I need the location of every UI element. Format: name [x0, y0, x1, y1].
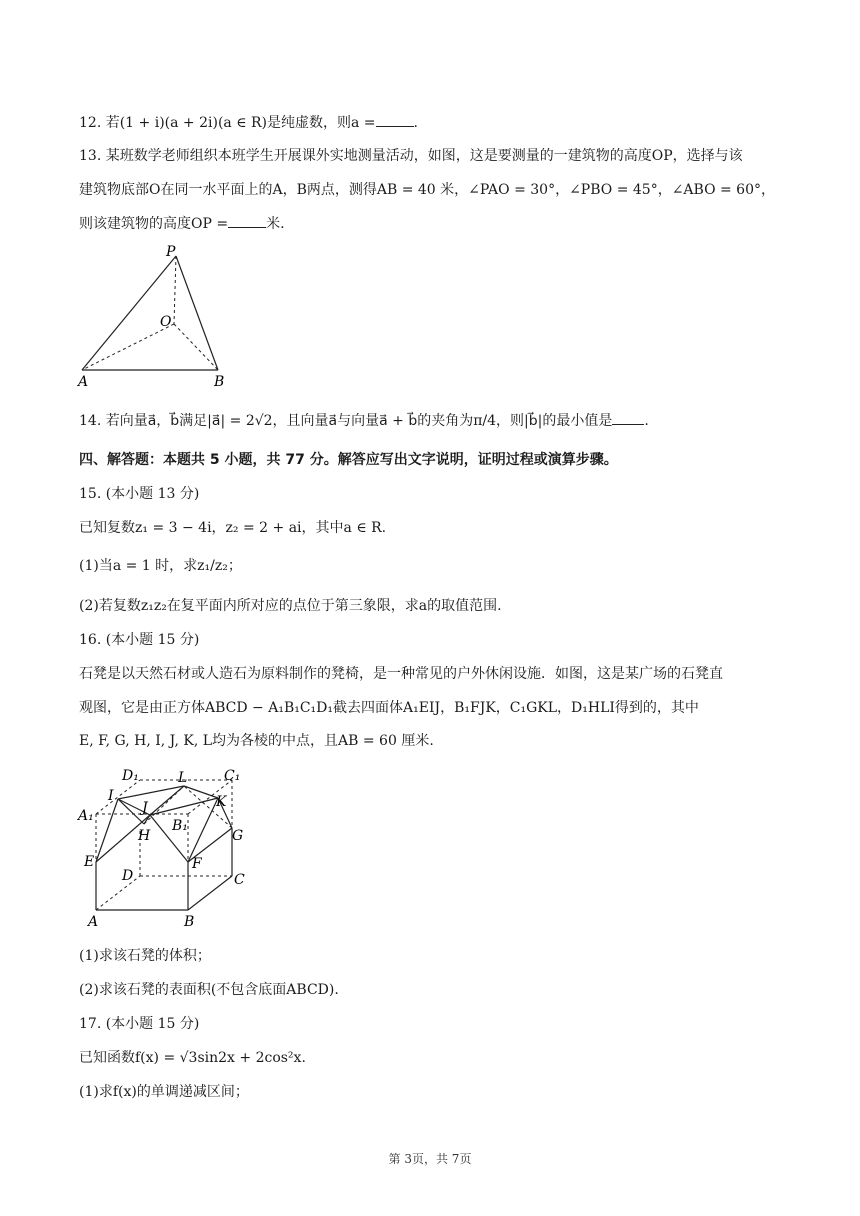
q15-title: 15. (本小题 13 分)	[79, 486, 200, 502]
q12-line	[79, 112, 418, 133]
q16-part2: (2)求该石凳的表面积(不包含底面ABCD).	[79, 982, 339, 998]
q13-line3-pre: 则该建筑物的高度OP =	[79, 216, 229, 232]
section-heading: 四、解答题：本题共 5 小题，共 77 分。解答应写出文字说明，证明过程或演算步骤。	[79, 452, 618, 468]
edge-IH	[118, 799, 144, 824]
edge-FK	[188, 798, 218, 862]
q12-end: .	[413, 115, 418, 131]
q14-text: 14. 若向量a⃗，b⃗满足|a⃗| = 2√2，且向量a⃗与向量a⃗ + b⃗的夹角为π/4，则|b⃗|的最小值是	[79, 413, 613, 429]
label-P: P	[166, 244, 176, 260]
answer-blank	[228, 213, 266, 228]
edge-IL	[118, 786, 184, 799]
label-A: A	[78, 374, 89, 390]
label-L: L	[178, 770, 188, 786]
q16-title: 16. (本小题 15 分)	[79, 632, 200, 648]
edge-OB	[174, 324, 218, 370]
q13-line3-post: 米.	[266, 216, 285, 232]
q16-part1: (1)求该石凳的体积；	[79, 948, 211, 964]
label-A1: A₁	[78, 808, 94, 824]
q14-line	[79, 410, 649, 431]
edge-PB	[176, 256, 218, 370]
label-E: E	[84, 854, 95, 870]
label-B1: B₁	[172, 818, 188, 834]
answer-blank	[376, 112, 414, 127]
label-J: J	[142, 800, 148, 816]
label-G: G	[232, 828, 244, 844]
label-I: I	[108, 788, 114, 804]
page-footer: 第 3页，共 7页	[388, 1152, 472, 1166]
label-H: H	[138, 828, 151, 844]
label-C: C	[234, 872, 245, 888]
label-A: A	[88, 914, 99, 930]
label-B: B	[214, 374, 225, 390]
q15-part1: (1)当a = 1 时，求z₁/z₂；	[79, 558, 242, 574]
edge-AD	[96, 876, 140, 910]
stone-bench-figure	[72, 762, 262, 932]
q12-text: 12. 若(1 + i)(a + 2i)(a ∈ R)是纯虚数，则a =	[79, 115, 376, 131]
q15-given: 已知复数z₁ = 3 − 4i，z₂ = 2 + ai，其中a ∈ R.	[79, 520, 387, 536]
q13-line2: 建筑物底部O在同一水平面上的A，B两点，测得AB = 40 米，∠PAO = 30°，∠PBO = 45°，∠ABO = 60°，	[79, 182, 775, 198]
label-D1: D₁	[122, 768, 139, 784]
q17-given: 已知函数f(x) = √3sin2x + 2cos²x.	[79, 1050, 306, 1066]
q13-line3	[79, 213, 285, 234]
label-F: F	[192, 856, 202, 872]
q16-line1: 石凳是以天然石材或人造石为原料制作的凳椅，是一种常见的户外休闲设施．如图，这是某广场的石凳直	[79, 666, 723, 682]
q14-end: .	[644, 413, 649, 429]
label-O: O	[160, 314, 172, 330]
edge-BC	[188, 876, 232, 910]
q17-part1: (1)求f(x)的单调递减区间；	[79, 1084, 249, 1100]
label-C1: C₁	[224, 768, 241, 784]
q16-line2: 观图，它是由正方体ABCD − A₁B₁C₁D₁截去四面体A₁EIJ，B₁FJK，C₁GKL，D₁HLI得到的，其中	[79, 700, 699, 716]
q13-line1: 13. 某班数学老师组织本班学生开展课外实地测量活动，如图，这是要测量的一建筑物的高度OP，选择与该	[79, 148, 743, 164]
q17-title: 17. (本小题 15 分)	[79, 1016, 200, 1032]
edge-LK	[184, 786, 218, 798]
q15-part2: (2)若复数z₁z₂在复平面内所对应的点位于第三象限，求a的取值范围.	[79, 598, 502, 614]
edge-PO	[174, 256, 176, 324]
edge-OA	[82, 324, 174, 370]
pyramid-figure	[70, 240, 250, 390]
q16-line3: E, F, G, H, I, J, K, L均为各棱的中点，且AB = 60 厘米.	[79, 733, 434, 749]
label-D: D	[122, 868, 134, 884]
edge-A1D1	[96, 780, 140, 814]
label-B: B	[184, 914, 195, 930]
edge-PA	[82, 256, 176, 370]
answer-blank	[612, 410, 644, 425]
label-K: K	[216, 794, 227, 810]
